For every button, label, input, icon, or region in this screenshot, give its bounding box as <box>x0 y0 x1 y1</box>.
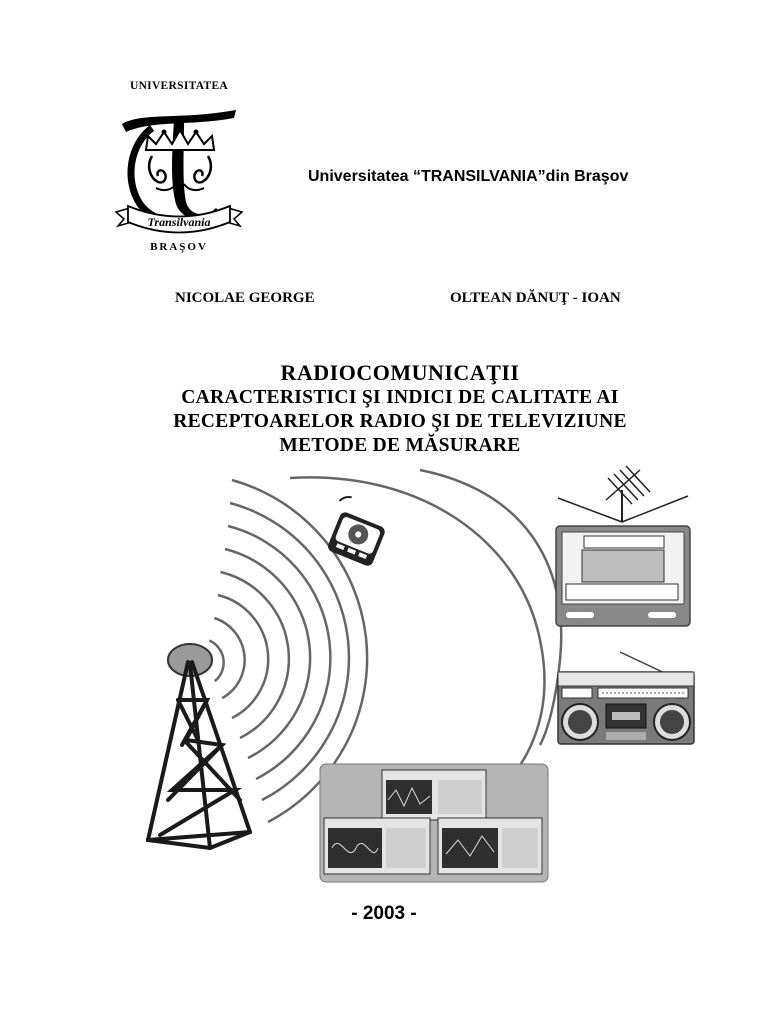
radio-tower-icon <box>148 644 250 848</box>
boombox-icon <box>558 652 694 744</box>
subtitle-line: CARACTERISTICI ŞI INDICI DE CALITATE AI <box>181 387 619 408</box>
subtitle-line: METODE DE MĂSURARE <box>279 435 521 456</box>
oscilloscopes-photo <box>320 764 548 882</box>
logo-bottom-text: BRAŞOV <box>150 241 208 253</box>
cd-player-icon <box>321 494 393 568</box>
publication-year: - 2003 - <box>351 903 417 924</box>
tv-set-icon <box>556 466 690 626</box>
subtitle-line: RECEPTOARELOR RADIO ŞI DE TELEVIZIUNE <box>173 411 627 432</box>
author-name: OLTEAN DĂNUŢ - IOAN <box>450 290 621 306</box>
logo-top-text: UNIVERSITATEA <box>129 80 229 92</box>
university-logo <box>112 78 246 258</box>
logo-ribbon-text: Transilvania <box>147 215 211 229</box>
logo-emblem-icon <box>112 92 246 242</box>
cover-illustration <box>0 465 768 895</box>
author-name: NICOLAE GEORGE <box>175 290 315 306</box>
university-name: Universitatea “TRANSILVANIA”din Braşov <box>308 168 629 185</box>
page-title: RADIOCOMUNICAŢII <box>280 360 520 385</box>
title-block <box>100 360 700 458</box>
